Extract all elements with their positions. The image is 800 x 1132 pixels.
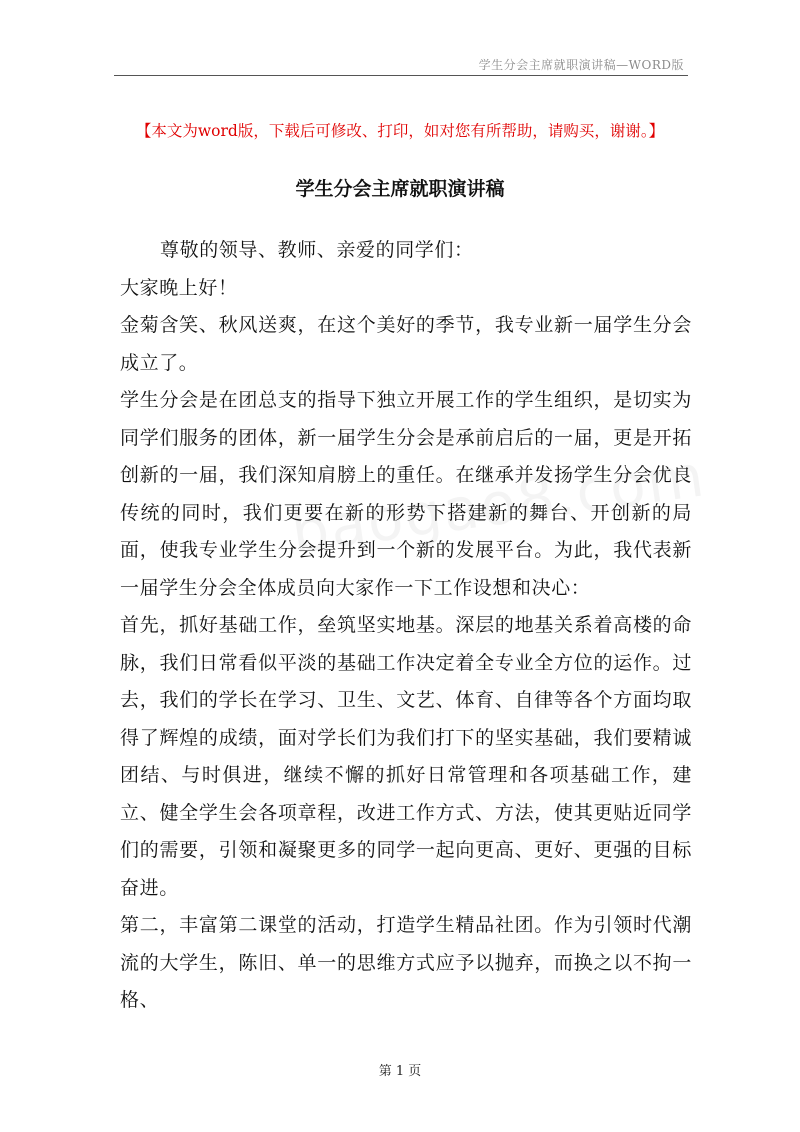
salutation: 尊敬的领导、教师、亲爱的同学们：: [160, 239, 474, 261]
document-title: 学生分会主席就职演讲稿: [295, 178, 505, 200]
body-paragraph: 第二，丰富第二课堂的活动，打造学生精品社团。作为引领时代潮流的大学生，陈旧、单一的思维方式应予以抛弃，而换之以不拘一格、: [120, 914, 692, 1011]
page-number: 第 1 页: [378, 1064, 422, 1079]
running-header: 学生分会主席就职演讲稿—WORD版: [478, 58, 684, 72]
purchase-notice: 【本文为word版，下载后可修改、打印，如对您有所帮助，请购买，谢谢。】: [135, 122, 665, 140]
body-paragraph: 首先，抓好基础工作，垒筑坚实地基。深层的地基关系着高楼的命脉，我们日常看似平淡的基础工作决定着全专业全方位的运作。过去，我们的学长在学习、卫生、文艺、体育、自律等各个方面均取得了辉煌的成绩，面对学长们为我们打下的坚实基础，我们要精诚团结、与时俱进，继续不懈的抓好日常管理和各项基础工作，建立、健全学生会各项章程，改进工作方式、方法，使其更贴近同学们的需要，引领和凝聚更多的同学一起向更高、更好、更强的目标奋进。: [120, 614, 692, 899]
document-body: [120, 232, 692, 1020]
body-paragraph: 学生分会是在团总支的指导下独立开展工作的学生组织，是切实为同学们服务的团体，新一届学生分会是承前启后的一届，更是开拓创新的一届，我们深知肩膀上的重任。在继承并发扬学生分会优良传统的同时，我们更要在新的形势下搭建新的舞台、开创新的局面，使我专业学生分会提升到一个新的发展平台。为此，我代表新一届学生分会全体成员向大家作一下工作设想和决心：: [120, 389, 692, 599]
body-paragraph: 金菊含笑、秋风送爽，在这个美好的季节，我专业新一届学生分会成立了。: [120, 314, 692, 374]
header-divider: [114, 75, 688, 76]
greeting: 大家晚上好！: [120, 276, 238, 299]
